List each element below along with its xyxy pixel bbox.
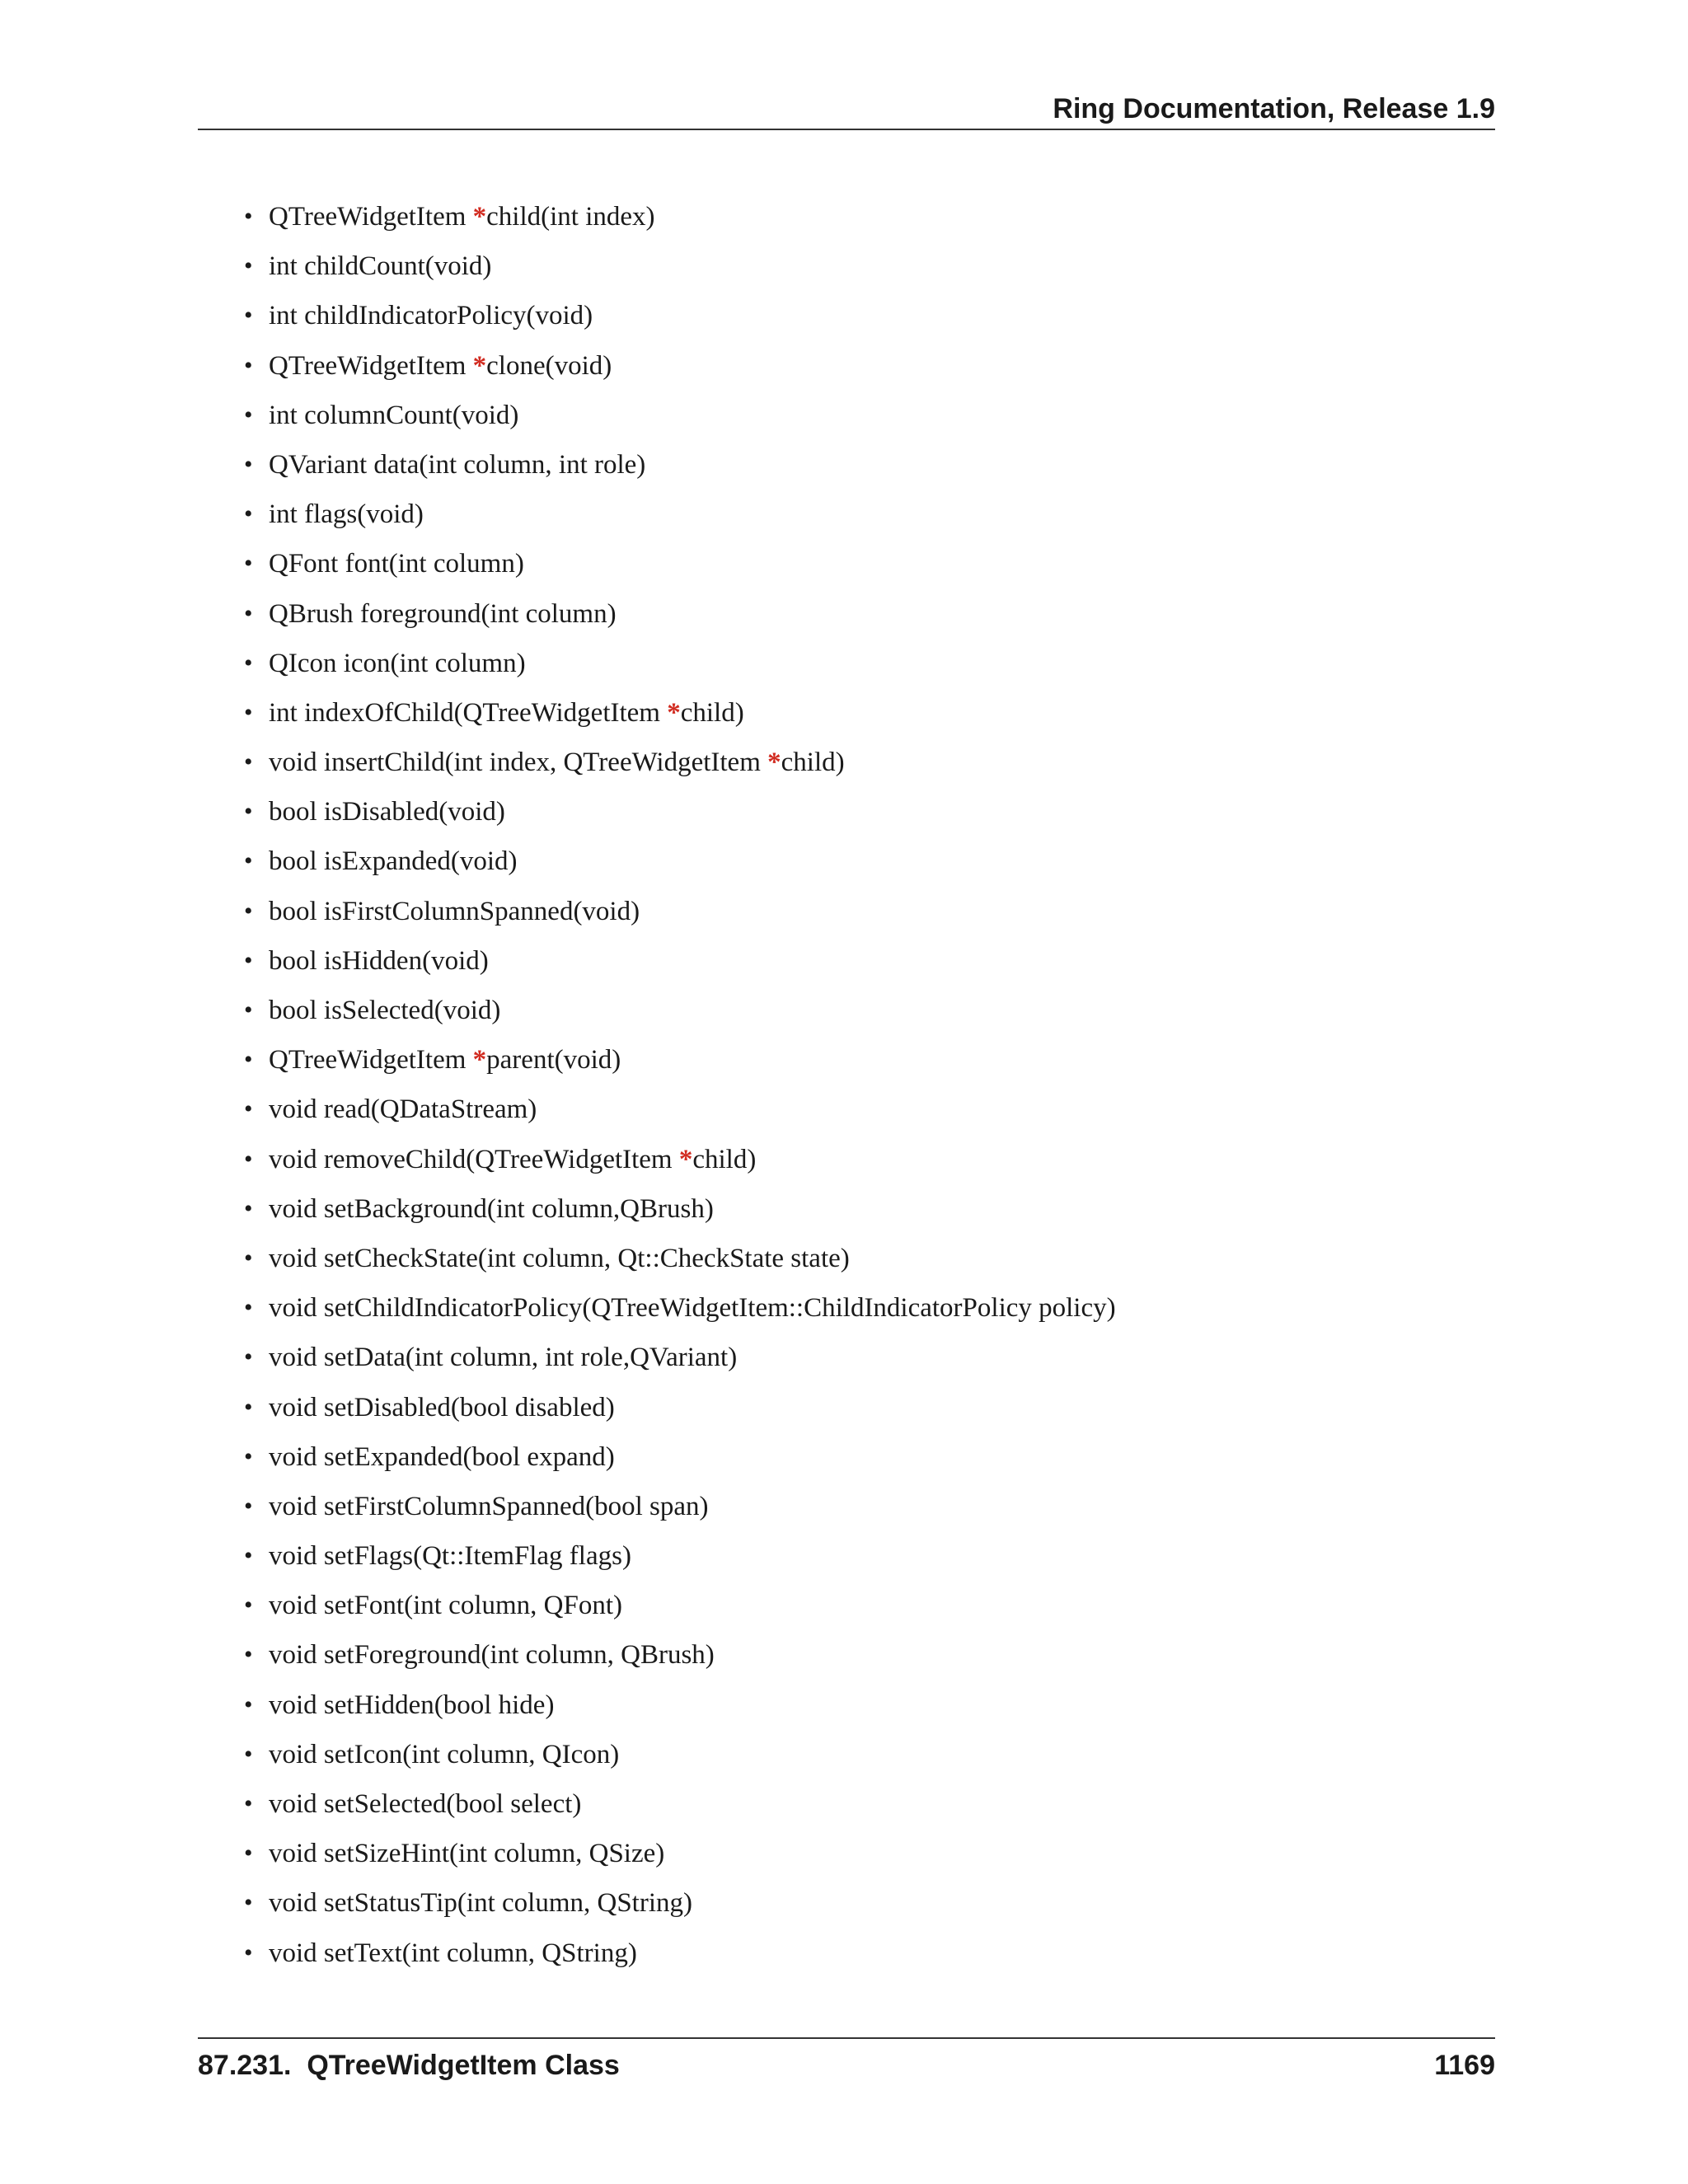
method-list-item <box>244 1039 1116 1089</box>
section-title: 87.231. QTreeWidgetItem Class <box>198 2050 620 2081</box>
method-list-item <box>244 1882 1116 1932</box>
method-signature-text: void setHidden(bool hide) <box>269 1690 555 1720</box>
document-title: Ring Documentation, Release 1.9 <box>1053 93 1495 124</box>
method-signature-text: int flags(void) <box>269 499 424 530</box>
method-list-item <box>244 1734 1116 1783</box>
method-signature-text: clone(void) <box>486 350 612 381</box>
method-list-item <box>244 1685 1116 1734</box>
bullet-icon: • <box>244 1194 253 1222</box>
method-signature-text: void read(QDataStream) <box>269 1094 537 1125</box>
method-signature-text: QVariant data(int column, int role) <box>269 449 646 480</box>
bullet-icon: • <box>244 351 253 379</box>
method-signature-text: bool isHidden(void) <box>269 945 489 976</box>
bullet-icon: • <box>244 649 253 677</box>
method-list-item <box>244 791 1116 841</box>
method-list-item <box>244 1486 1116 1535</box>
method-signature-text: QIcon icon(int column) <box>269 648 526 678</box>
bullet-icon: • <box>244 450 253 478</box>
method-list-item <box>244 1833 1116 1882</box>
method-list-item <box>244 841 1116 890</box>
method-signature-text: void removeChild(QTreeWidgetItem <box>269 1144 679 1174</box>
bullet-icon: • <box>244 1591 253 1619</box>
method-list-item <box>244 1238 1116 1287</box>
method-signature-text: int indexOfChild(QTreeWidgetItem <box>269 697 668 728</box>
bullet-icon: • <box>244 1145 253 1173</box>
method-signature-text: QBrush foreground(int column) <box>269 598 617 629</box>
method-list-item <box>244 1535 1116 1585</box>
method-signature-text: int columnCount(void) <box>269 400 519 430</box>
bullet-icon: • <box>244 698 253 726</box>
method-signature-text: bool isSelected(void) <box>269 996 501 1025</box>
bullet-icon: • <box>244 946 253 974</box>
pointer-asterisk: * <box>472 202 487 232</box>
method-signature-text: child) <box>680 697 744 728</box>
method-list-item <box>244 1387 1116 1436</box>
bullet-icon: • <box>244 500 253 528</box>
method-signature-text: void setIcon(int column, QIcon) <box>269 1739 620 1769</box>
method-signature-text: void setDisabled(bool disabled) <box>269 1392 615 1422</box>
bullet-icon: • <box>244 1840 253 1868</box>
page-number: 1169 <box>1434 2050 1495 2081</box>
bullet-icon: • <box>244 1343 253 1371</box>
method-list <box>244 196 1116 1982</box>
bullet-icon: • <box>244 1244 253 1272</box>
method-signature-text: void setCheckState(int column, Qt::CheckState state) <box>269 1243 850 1273</box>
method-signature-text: bool isExpanded(void) <box>269 846 518 877</box>
page-header <box>198 89 1495 130</box>
pointer-asterisk: * <box>678 1144 693 1174</box>
bullet-icon: • <box>244 996 253 1024</box>
pointer-asterisk: * <box>767 748 781 778</box>
method-signature-text: parent(void) <box>486 1045 621 1076</box>
method-signature-text: void setForeground(int column, QBrush) <box>269 1640 715 1671</box>
method-signature-text: void setData(int column, int role,QVariant) <box>269 1343 738 1373</box>
bullet-icon: • <box>244 401 253 429</box>
method-list-item <box>244 692 1116 742</box>
pointer-asterisk: * <box>472 1045 487 1076</box>
bullet-icon: • <box>244 599 253 627</box>
method-signature-text: child(int index) <box>486 202 655 232</box>
method-list-item <box>244 1783 1116 1833</box>
bullet-icon: • <box>244 1442 253 1470</box>
bullet-icon: • <box>244 1740 253 1768</box>
method-signature-text: void setExpanded(bool expand) <box>269 1441 615 1472</box>
method-signature-text: void setChildIndicatorPolicy(QTreeWidgetItem::ChildIndicatorPolicy policy) <box>269 1293 1116 1324</box>
pointer-asterisk: * <box>667 697 681 728</box>
pointer-asterisk: * <box>472 350 487 381</box>
method-list-item <box>244 990 1116 1039</box>
bullet-icon: • <box>244 1889 253 1917</box>
bullet-icon: • <box>244 1790 253 1817</box>
method-list-item <box>244 1436 1116 1486</box>
method-signature-text: void setSelected(bool select) <box>269 1789 582 1819</box>
method-signature-text: void insertChild(int index, QTreeWidgetItem <box>269 748 768 778</box>
method-signature-text: void setFlags(Qt::ItemFlag flags) <box>269 1541 631 1572</box>
bullet-icon: • <box>244 897 253 925</box>
bullet-icon: • <box>244 1641 253 1669</box>
bullet-icon: • <box>244 550 253 578</box>
method-signature-text: QTreeWidgetItem <box>269 350 473 381</box>
bullet-icon: • <box>244 1690 253 1718</box>
bullet-icon: • <box>244 252 253 280</box>
method-list-item <box>244 543 1116 593</box>
method-list-item <box>244 1634 1116 1684</box>
bullet-icon: • <box>244 1294 253 1322</box>
method-list-item <box>244 395 1116 444</box>
method-signature-text: int childIndicatorPolicy(void) <box>269 301 593 331</box>
method-signature-text: int childCount(void) <box>269 251 492 282</box>
bullet-icon: • <box>244 1492 253 1520</box>
method-signature-text: QTreeWidgetItem <box>269 202 473 232</box>
method-signature-text: QTreeWidgetItem <box>269 1045 473 1076</box>
method-list-item <box>244 1089 1116 1138</box>
method-list-item <box>244 1287 1116 1337</box>
method-list-item <box>244 1585 1116 1634</box>
bullet-icon: • <box>244 748 253 776</box>
method-list-item <box>244 1188 1116 1238</box>
method-list-item <box>244 643 1116 692</box>
method-list-item <box>244 345 1116 395</box>
bullet-icon: • <box>244 1095 253 1123</box>
method-list-item <box>244 295 1116 344</box>
bullet-icon: • <box>244 302 253 330</box>
method-signature-text: child) <box>692 1144 757 1174</box>
bullet-icon: • <box>244 1046 253 1074</box>
method-list-item <box>244 196 1116 246</box>
method-list-item <box>244 1139 1116 1188</box>
method-list-item <box>244 444 1116 494</box>
method-list-item <box>244 1337 1116 1386</box>
method-signature-text: void setStatusTip(int column, QString) <box>269 1888 692 1919</box>
method-signature-text: child) <box>781 748 845 778</box>
page-footer <box>198 2037 1495 2081</box>
method-list-item <box>244 246 1116 295</box>
method-signature-text: QFont font(int column) <box>269 549 524 579</box>
method-signature-text: void setBackground(int column,QBrush) <box>269 1193 714 1224</box>
method-list-item <box>244 494 1116 543</box>
bullet-icon: • <box>244 1938 253 1966</box>
bullet-icon: • <box>244 1393 253 1421</box>
method-list-item <box>244 940 1116 990</box>
method-signature-text: void setText(int column, QString) <box>269 1938 637 1968</box>
method-list-item <box>244 593 1116 643</box>
method-list-item <box>244 742 1116 791</box>
method-list-item <box>244 891 1116 940</box>
bullet-icon: • <box>244 203 253 230</box>
method-list-item <box>244 1933 1116 1982</box>
method-signature-text: void setSizeHint(int column, QSize) <box>269 1839 665 1869</box>
method-signature-text: bool isFirstColumnSpanned(void) <box>269 896 640 926</box>
method-signature-text: bool isDisabled(void) <box>269 797 505 827</box>
bullet-icon: • <box>244 798 253 826</box>
bullet-icon: • <box>244 1542 253 1570</box>
bullet-icon: • <box>244 847 253 875</box>
method-signature-text: void setFirstColumnSpanned(bool span) <box>269 1491 709 1521</box>
method-signature-text: void setFont(int column, QFont) <box>269 1591 622 1621</box>
